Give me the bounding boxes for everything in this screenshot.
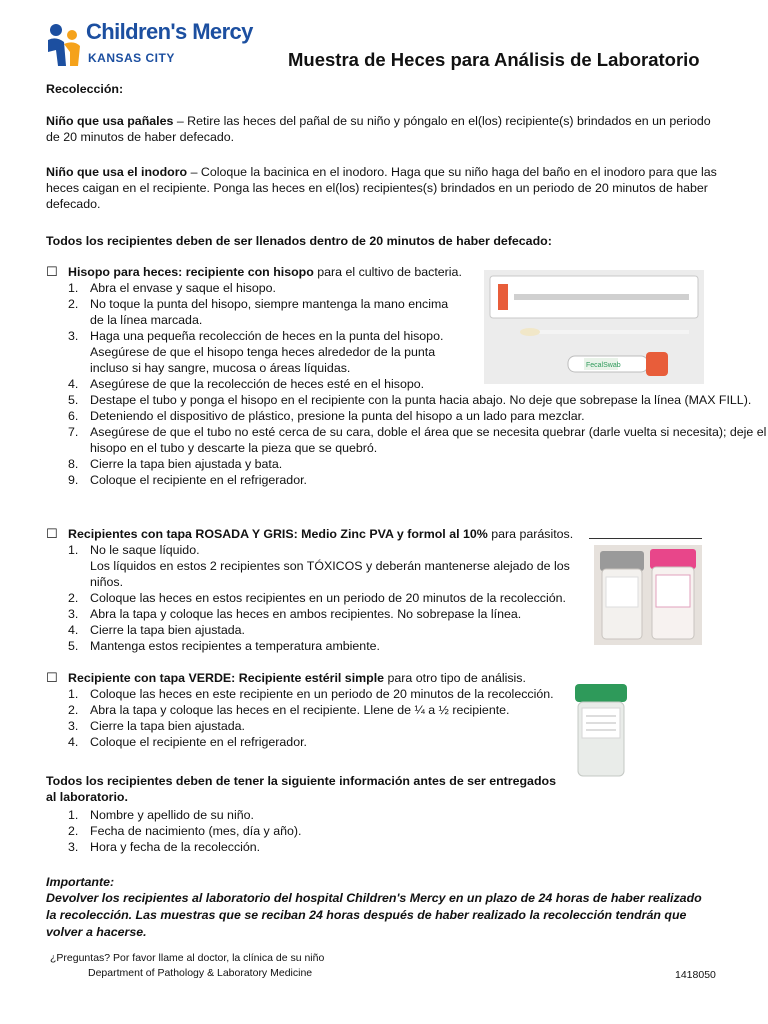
green-heading-bold: Recipiente con tapa VERDE: Recipiente estéril simple bbox=[68, 671, 385, 685]
swab-checkbox[interactable]: ☐ bbox=[46, 264, 58, 279]
list-item: 4. Coloque el recipiente en el refrigerador. bbox=[68, 735, 307, 749]
pink-gray-steps-list bbox=[46, 542, 586, 654]
list-item: 3. Hora y fecha de la recolección. bbox=[68, 840, 261, 854]
swab-photo-label: FecalSwab bbox=[586, 362, 621, 369]
logo-figure-icon bbox=[44, 22, 84, 70]
info-heading: Todos los recipientes deben de tener la siguiente información antes de ser entregados al laboratorio. bbox=[46, 774, 556, 804]
info-steps-list bbox=[46, 807, 566, 855]
green-steps-list bbox=[46, 686, 566, 750]
important-label: Importante: bbox=[46, 875, 115, 889]
list-item: 5. Mantenga estos recipientes a temperatura ambiente. bbox=[68, 639, 380, 653]
logo-subtitle: KANSAS CITY bbox=[88, 51, 175, 65]
swab-heading bbox=[68, 264, 462, 280]
toilet-text: – Coloque la bacinica en el inodoro. Haga que su niño haga del baño en el inodoro para que las heces caigan en el recipiente. Ponga las heces en el(los) recipientes(s) brindados en un periodo de 20 minutos de haber defecado. bbox=[46, 165, 717, 211]
logo-wordmark: Children's Mercy bbox=[86, 19, 253, 44]
all-fill-heading: Todos los recipientes deben de ser llenados dentro de 20 minutos de haber defecado: bbox=[46, 234, 552, 248]
list-item: 2. Fecha de nacimiento (mes, día y año). bbox=[68, 824, 302, 838]
green-heading-rest: para otro tipo de análisis. bbox=[384, 671, 526, 685]
list-item: 7. Asegúrese de que el tubo no esté cerca de su cara, doble el área que se necesita quebrar (darle vuelta si necesita); deje el hisopo en el tubo y descarte la pieza que se quebró. bbox=[68, 425, 767, 455]
list-item: 1. No le saque líquido. bbox=[68, 543, 200, 557]
important-text: Devolver los recipientes al laboratorio del hospital Children's Mercy en un plazo de 24 horas de haber realizado la recolección. Las muestras que se reciban 24 horas después de haber realizado la recolección tendrán que volver a hacerse. bbox=[46, 891, 702, 939]
diaper-text: – Retire las heces del pañal de su niño y póngalo en el(los) recipiente(s) brindados en un periodo de 20 minutos de haber defecado. bbox=[46, 114, 711, 144]
list-item: 1. Nombre y apellido de su niño. bbox=[68, 808, 254, 822]
list-item: 2. Abra la tapa y coloque las heces en el recipiente. Llene de ¼ a ½ recipiente. bbox=[68, 703, 510, 717]
pink-gray-containers-photo bbox=[594, 545, 702, 645]
list-item: 4. Cierre la tapa bien ajustada. bbox=[68, 623, 245, 637]
list-item: 1. Coloque las heces en este recipiente en un periodo de 20 minutos de la recolección. bbox=[68, 687, 554, 701]
list-item: 2. No toque la punta del hisopo, siempre mantenga la mano encima de la línea marcada. bbox=[68, 297, 449, 327]
swab-kit-photo bbox=[484, 270, 704, 384]
page-title: Muestra de Heces para Análisis de Laboratorio bbox=[288, 49, 700, 70]
green-container-photo bbox=[572, 682, 630, 780]
list-item: 3. Cierre la tapa bien ajustada. bbox=[68, 719, 245, 733]
pink-gray-heading bbox=[68, 526, 573, 542]
footer-questions: ¿Preguntas? Por favor llame al doctor, la clínica de su niño bbox=[50, 952, 325, 964]
footer-code: 1418050 bbox=[675, 969, 716, 981]
green-heading bbox=[68, 670, 526, 686]
list-item: 2. Coloque las heces en estos recipientes en un periodo de 20 minutos de la recolección. bbox=[68, 591, 566, 605]
list-item: 6. Deteniendo el dispositivo de plástico, presione la punta del hisopo a un lado para mezclar. bbox=[68, 409, 585, 423]
collection-label: Recolección: bbox=[46, 82, 124, 96]
pink-gray-checkbox[interactable]: ☐ bbox=[46, 526, 58, 541]
list-item: 4. Asegúrese de que la recolección de heces esté en el hisopo. bbox=[68, 377, 425, 391]
diaper-label: Niño que usa pañales bbox=[46, 114, 174, 128]
childrens-mercy-logo bbox=[44, 19, 254, 72]
green-checkbox[interactable]: ☐ bbox=[46, 670, 58, 685]
toilet-paragraph bbox=[46, 164, 726, 212]
signature-line bbox=[589, 538, 702, 539]
pink-gray-heading-bold: Recipientes con tapa ROSADA Y GRIS: Medio Zinc PVA y formol al 10% bbox=[68, 527, 488, 541]
list-item: 9. Coloque el recipiente en el refrigerador. bbox=[68, 473, 307, 487]
toilet-label: Niño que usa el inodoro bbox=[46, 165, 188, 179]
list-item: 3. Haga una pequeña recolección de heces en la punta del hisopo. Asegúrese de que el hisopo tenga heces alrededor de la punta incluso si hay sangre, mucosa o áreas líquidas. bbox=[68, 329, 444, 375]
swab-heading-bold: Hisopo para heces: recipiente con hisopo bbox=[68, 265, 314, 279]
diaper-paragraph bbox=[46, 113, 726, 145]
list-item: 5. Destape el tubo y ponga el hisopo en el recipiente con la punta hacia abajo. No deje que sobrepase la línea (MAX FILL). bbox=[68, 393, 752, 407]
list-item: 8. Cierre la tapa bien ajustada y bata. bbox=[68, 457, 283, 471]
list-item: 1. Abra el envase y saque el hisopo. bbox=[68, 281, 276, 295]
list-item: Los líquidos en estos 2 recipientes son TÓXICOS y deberán mantenerse alejado de los niños. bbox=[90, 559, 570, 589]
swab-heading-rest: para el cultivo de bacteria. bbox=[313, 265, 462, 279]
footer-department: Department of Pathology & Laboratory Medicine bbox=[88, 967, 313, 979]
pink-gray-heading-rest: para parásitos. bbox=[487, 527, 574, 541]
list-item: 3. Abra la tapa y coloque las heces en ambos recipientes. No sobrepase la línea. bbox=[68, 607, 522, 621]
